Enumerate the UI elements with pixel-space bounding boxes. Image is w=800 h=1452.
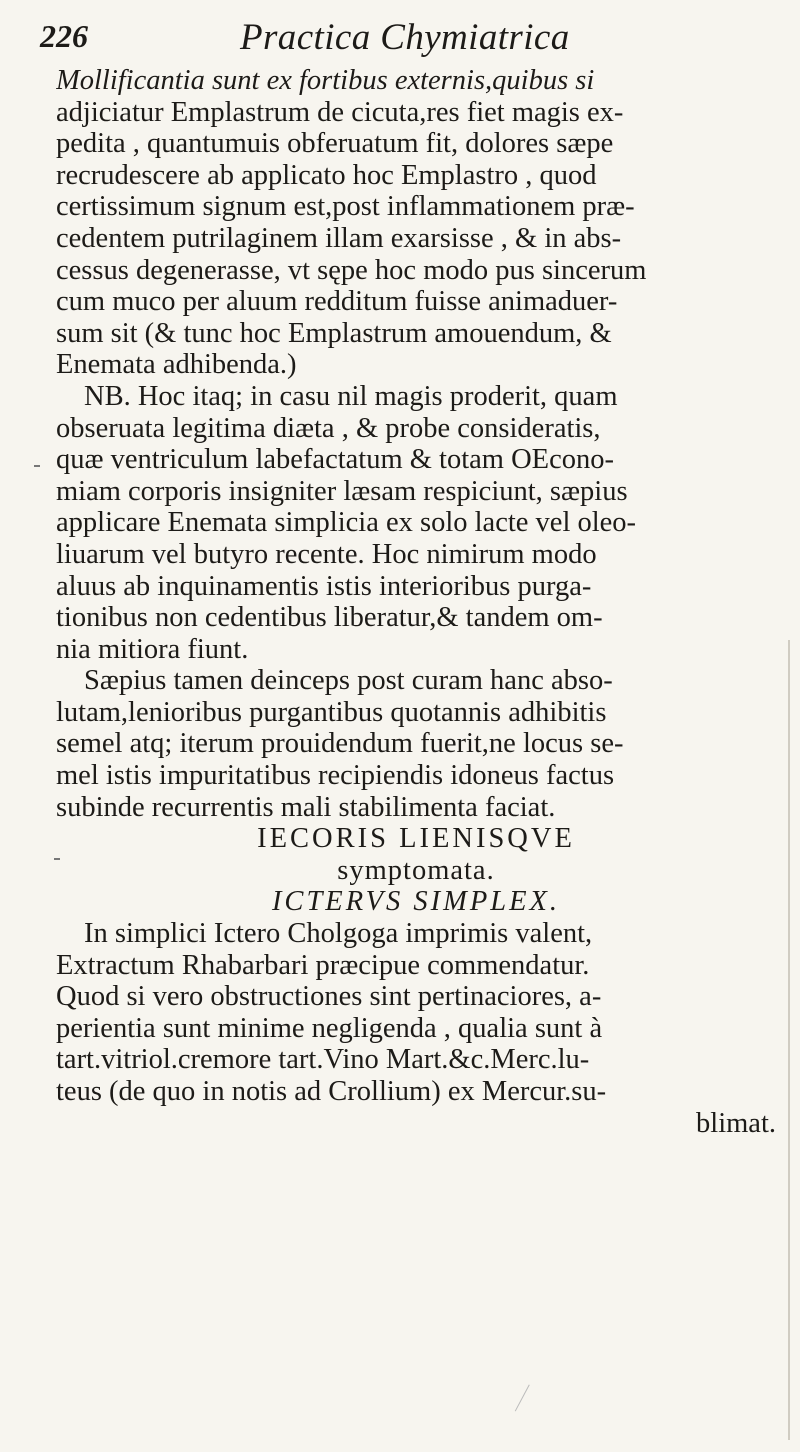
text-line: quæ ventriculum labefactatum & totam OEcono- <box>56 444 614 476</box>
margin-mark <box>34 465 40 467</box>
page-header <box>0 16 800 64</box>
text-line: adjiciatur Emplastrum de cicuta,res fiet magis ex- <box>56 96 624 128</box>
text-line: liuarum vel butyro recente. Hoc nimirum modo <box>56 538 597 570</box>
section-subheading: symptomata. <box>337 854 495 886</box>
page-number: 226 <box>40 18 88 54</box>
text-line: Mollificantia sunt ex fortibus externis,quibus si <box>56 65 595 96</box>
text-line: applicare Enemata simplicia ex solo lacte vel oleo- <box>56 507 637 539</box>
text-line: cedentem putrilaginem illam exarsisse , & in abs- <box>56 222 622 254</box>
text-line: subinde recurrentis mali stabilimenta faciat. <box>56 791 556 823</box>
text-line: aluus ab inquinamentis istis interioribus purga- <box>56 570 592 602</box>
text-line: tionibus non cedentibus liberatur,& tandem om- <box>56 602 603 634</box>
text-line: miam corporis insigniter læsam respiciunt, sæpius <box>56 475 628 507</box>
running-title: Practica Chymiatrica <box>240 17 570 58</box>
text-line: recrudescere ab applicato hoc Emplastro , quod <box>56 159 597 191</box>
text-line: tart.vitriol.cremore tart.Vino Mart.&c.Merc.lu- <box>56 1044 590 1076</box>
text-line: semel atq; iterum prouidendum fuerit,ne locus se- <box>56 728 624 760</box>
margin-mark <box>54 858 60 860</box>
page-edge-line <box>788 640 790 1440</box>
text-line: obseruata legitima diæta , & probe consideratis, <box>56 412 601 444</box>
text-line: In simplici Ictero Cholgoga imprimis valent, <box>84 918 593 950</box>
text-line: nia mitiora fiunt. <box>56 633 249 665</box>
fold-mark <box>515 1384 556 1425</box>
text-line: pedita , quantumuis obferuatum fit, dolores sæpe <box>56 128 614 160</box>
text-line: cessus degenerasse, vt sępe hoc modo pus sincerum <box>56 254 647 286</box>
text-line: Enemata adhibenda.) <box>56 349 297 381</box>
text-line: lutam,lenioribus purgantibus quotannis adhibitis <box>56 696 607 728</box>
text-line: NB. Hoc itaq; in casu nil magis proderit, quam <box>84 380 618 412</box>
catchword: blimat. <box>696 1107 776 1139</box>
text-line: teus (de quo in notis ad Crollium) ex Mercur.su- <box>56 1076 607 1107</box>
subsection-heading: ICTERVS SIMPLEX. <box>271 886 561 918</box>
text-line: Quod si vero obstructiones sint pertinaciores, a- <box>56 981 602 1013</box>
section-heading: IECORIS LIENISQVE <box>257 823 575 855</box>
body-text <box>56 65 776 1139</box>
text-line: perientia sunt minime negligenda , qualia sunt à <box>56 1012 603 1044</box>
text-line: Extractum Rhabarbari præcipue commendatur. <box>56 949 590 981</box>
text-line: certissimum signum est,post inflammationem præ- <box>56 191 635 223</box>
text-line: mel istis impuritatibus recipiendis idoneus factus <box>56 760 615 792</box>
text-line: cum muco per aluum redditum fuisse animaduer- <box>56 286 618 318</box>
text-line: sum sit (& tunc hoc Emplastrum amouendum, & <box>56 317 612 349</box>
text-line: Sæpius tamen deinceps post curam hanc abso- <box>84 665 613 697</box>
